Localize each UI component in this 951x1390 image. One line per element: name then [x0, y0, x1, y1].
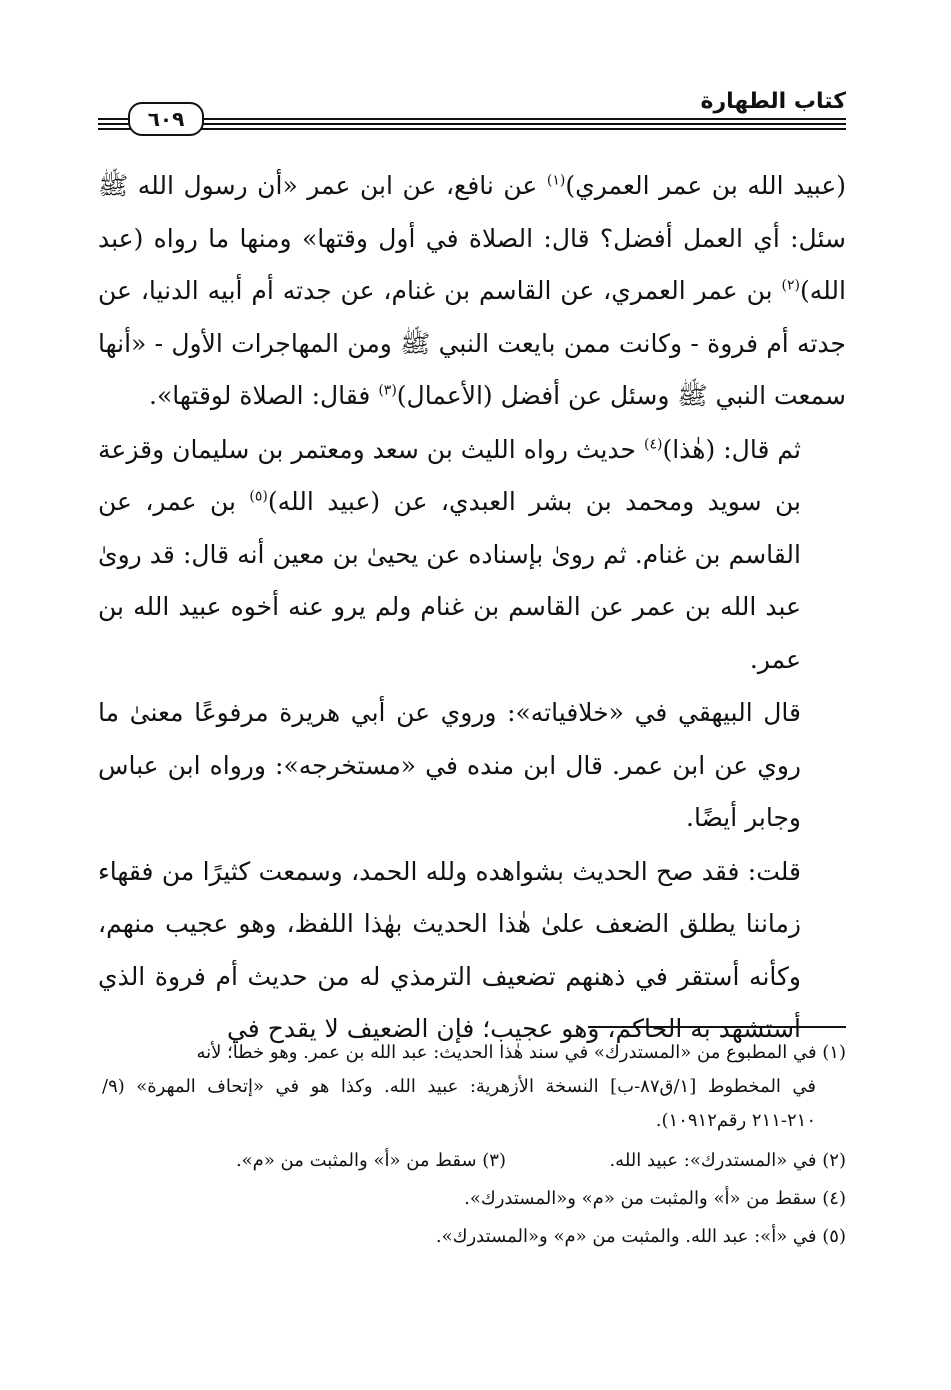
footnote-2: (٢) في «المستدرك»: عبيد الله. — [609, 1150, 846, 1171]
footnote-1: (١) في المطبوع من «المستدرك» في سند هٰذا الحديث: عبد الله بن عمر. وهو خطأ؛ لأنه — [196, 1042, 846, 1063]
main-text — [98, 160, 846, 1056]
paragraph-3: قال البيهقي في «خلافياته»: وروي عن أبي هريرة مرفوعًا معنىٰ ما روي عن ابن عمر. قال ابن منده في «مستخرجه»: ورواه ابن عباس وجابر أيضًا. — [98, 698, 801, 832]
footnote-ref-4: (٤) — [644, 436, 663, 453]
footnote-ref-3: (٣) — [378, 382, 397, 399]
footnote-ref-1: (١) — [546, 172, 566, 189]
footnote-5: (٥) في «أ»: عبد الله. والمثبت من «م» و«المستدرك». — [435, 1226, 846, 1247]
paragraph-2: ثم قال: (هٰذا)$^{(٤)}$ حديث رواه الليث بن سعد ومعتمر بن سليمان وقزعة بن سويد ومحمد بن بشر العبدي، عن (عبيد الله)$^{(٥)}$ بن عمر، عن القاسم بن غنام. ثم روىٰ بإسناده عن يحيىٰ بن معين أنه قال: قد روىٰ عبد الله بن عمر عن القاسم بن غنام ولم يرو عنه أخوه عبيد الله بن عمر. — [98, 434, 802, 674]
footnote-row — [102, 1142, 846, 1180]
footnote-ref-2: (٢) — [781, 277, 800, 294]
chapter-title: كتاب الطهارة — [700, 89, 846, 114]
footnote-ref-5: (٥) — [249, 488, 268, 505]
paragraph-1: (عبيد الله بن عمر العمري)$^{(١)}$ عن نافع، عن ابن عمر «أن رسول الله ﷺ سئل: أي العمل أفضل؟ قال: الصلاة في أول وقتها» ومنها ما رواه (عبد الله)$^{(٢)}$ بن عمر العمري، عن القاسم بن غنام، عن جدته أم أبيه الدنيا، عن جدته أم فروة - وكانت ممن بايعت النبي ﷺ ومن المهاجرات الأول - «أنها سمعت النبي ﷺ وسئل عن أفضل (الأعمال)$^{(٣)}$ فقال: الصلاة لوقتها». — [98, 171, 847, 410]
running-header — [98, 88, 846, 138]
header-rule — [98, 128, 846, 130]
header-rule — [98, 123, 846, 125]
page-number: ٦٠٩ — [128, 102, 204, 136]
header-rule — [98, 118, 846, 120]
paragraph-4: قلت: فقد صح الحديث بشواهده ولله الحمد، وسمعت كثيرًا من فقهاء زماننا يطلق الضعف علىٰ هٰذا الحديث بهٰذا اللفظ، وهو عجيب منهم، وكأنه أستقر في ذهنهم تضعيف الترمذي له من حديث أم فروة الذي أستشهد به الحاكم، وهو عجيب؛ فإن الضعيف لا يقدح في — [98, 856, 801, 1043]
footnote-separator — [588, 1026, 846, 1028]
footnote-3: (٣) سقط من «أ» والمثبت من «م». — [235, 1150, 506, 1171]
footnote-1-continued: في المخطوط [١/ق٨٧-ب] النسخة الأزهرية: عبيد الله. وكذا هو في «إتحاف المهرة» (٩/ ٢١٠-٢١١ رقم١٠٩١٢). — [102, 1076, 817, 1131]
footnote-4: (٤) سقط من «أ» والمثبت من «م» و«المستدرك». — [464, 1188, 846, 1209]
footnotes — [102, 1036, 846, 1256]
